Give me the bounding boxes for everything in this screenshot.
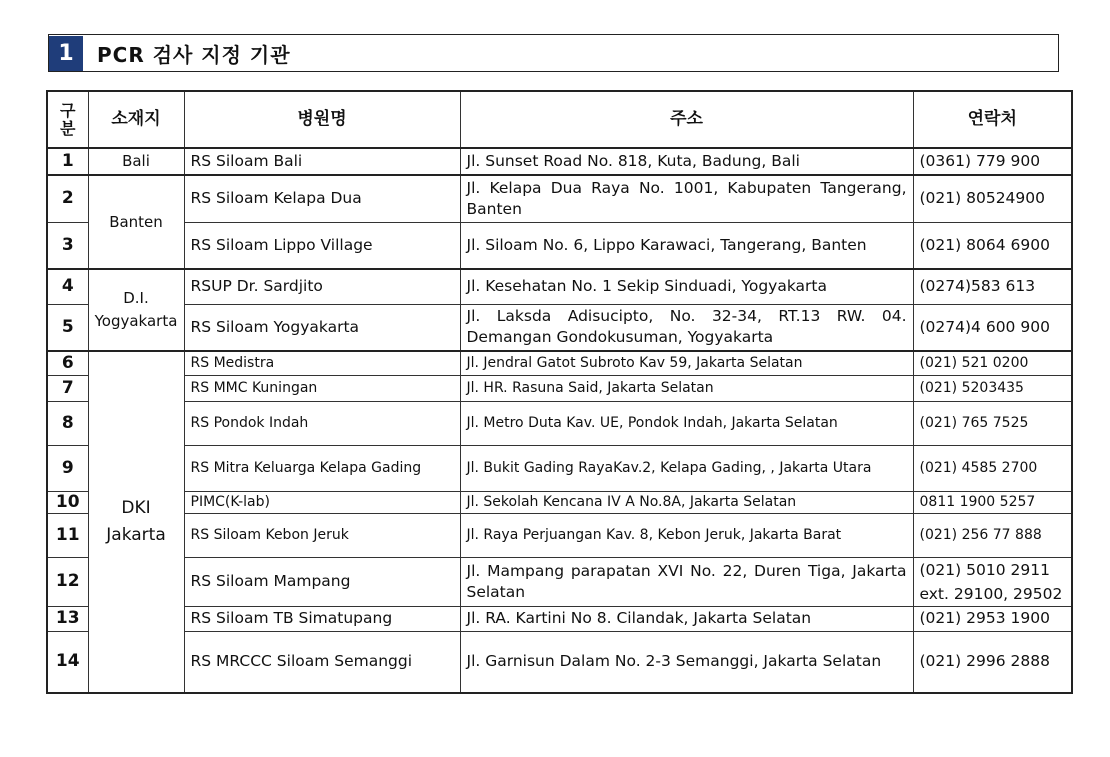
header-address: 주소 [460,91,913,148]
hospital-name: RS Siloam TB Simatupang [184,606,460,631]
row-number: 4 [47,269,88,304]
header-hospital: 병원명 [184,91,460,148]
header-location: 소재지 [88,91,184,148]
table-row [47,175,1072,222]
contact: (021) 8064 6900 [913,222,1072,269]
row-number: 12 [47,557,88,606]
table-row [47,445,1072,491]
hospital-name: RS MRCCC Siloam Semanggi [184,631,460,693]
table-row [47,491,1072,513]
row-number: 9 [47,445,88,491]
row-number: 5 [47,304,88,351]
hospital-name: RSUP Dr. Sardjito [184,269,460,304]
hospital-name: RS Siloam Mampang [184,557,460,606]
header-gubun: 구 분 [47,91,88,148]
section-title-box [48,34,1059,72]
address: Jl. Garnisun Dalam No. 2-3 Semanggi, Jakarta Selatan [460,631,913,693]
row-number: 1 [47,148,88,175]
address: Jl. Jendral Gatot Subroto Kav 59, Jakarta Selatan [460,351,913,375]
row-number: 8 [47,401,88,445]
row-number: 13 [47,606,88,631]
row-number: 7 [47,375,88,401]
row-number: 10 [47,491,88,513]
row-number: 14 [47,631,88,693]
row-number: 3 [47,222,88,269]
hospital-name: RS Siloam Yogyakarta [184,304,460,351]
table-row [47,401,1072,445]
region-dki-jakarta: DKI Jakarta [88,351,184,693]
contact: (021) 5203435 [913,375,1072,401]
hospital-name: RS Siloam Lippo Village [184,222,460,269]
header-contact: 연락처 [913,91,1072,148]
table-row [47,557,1072,606]
table-header-row [47,91,1072,148]
contact: (021) 765 7525 [913,401,1072,445]
contact: (021) 5010 2911 ext. 29100, 29502 [913,557,1072,606]
table-row [47,148,1072,175]
table-row [47,222,1072,269]
table-row [47,631,1072,693]
section-title: PCR 검사 지정 기관 [97,42,291,67]
contact: 0811 1900 5257 [913,491,1072,513]
address: Jl. Kesehatan No. 1 Sekip Sinduadi, Yogyakarta [460,269,913,304]
region-banten: Banten [88,175,184,269]
table-row [47,375,1072,401]
address: Jl. Sunset Road No. 818, Kuta, Badung, Bali [460,148,913,175]
address: Jl. Raya Perjuangan Kav. 8, Kebon Jeruk, Jakarta Barat [460,513,913,557]
region-yogyakarta: D.I. Yogyakarta [88,269,184,351]
region-bali: Bali [88,148,184,175]
address: Jl. Laksda Adisucipto, No. 32-34, RT.13 RW. 04. Demangan Gondokusuman, Yogyakarta [460,304,913,351]
address: Jl. Bukit Gading RayaKav.2, Kelapa Gading, , Jakarta Utara [460,445,913,491]
row-number: 2 [47,175,88,222]
address: Jl. Siloam No. 6, Lippo Karawaci, Tangerang, Banten [460,222,913,269]
contact: (0274)4 600 900 [913,304,1072,351]
contact: (021) 256 77 888 [913,513,1072,557]
section-number: 1 [49,36,83,71]
row-number: 6 [47,351,88,375]
contact: (0274)583 613 [913,269,1072,304]
contact: (021) 521 0200 [913,351,1072,375]
table-row [47,606,1072,631]
address: Jl. Metro Duta Kav. UE, Pondok Indah, Jakarta Selatan [460,401,913,445]
table-row [47,269,1072,304]
row-number: 11 [47,513,88,557]
address: Jl. Kelapa Dua Raya No. 1001, Kabupaten Tangerang, Banten [460,175,913,222]
hospital-name: RS Mitra Keluarga Kelapa Gading [184,445,460,491]
contact: (021) 2953 1900 [913,606,1072,631]
contact: (021) 4585 2700 [913,445,1072,491]
pcr-institution-table [46,90,1073,694]
contact: (021) 2996 2888 [913,631,1072,693]
hospital-name: RS Pondok Indah [184,401,460,445]
table-row [47,513,1072,557]
hospital-name: RS Medistra [184,351,460,375]
address: Jl. RA. Kartini No 8. Cilandak, Jakarta Selatan [460,606,913,631]
hospital-name: RS MMC Kuningan [184,375,460,401]
hospital-name: RS Siloam Kelapa Dua [184,175,460,222]
address: Jl. HR. Rasuna Said, Jakarta Selatan [460,375,913,401]
address: Jl. Sekolah Kencana IV A No.8A, Jakarta Selatan [460,491,913,513]
hospital-name: RS Siloam Bali [184,148,460,175]
hospital-name: RS Siloam Kebon Jeruk [184,513,460,557]
table-row [47,304,1072,351]
contact: (0361) 779 900 [913,148,1072,175]
address: Jl. Mampang parapatan XVI No. 22, Duren Tiga, Jakarta Selatan [460,557,913,606]
contact: (021) 80524900 [913,175,1072,222]
table-row [47,351,1072,375]
hospital-name: PIMC(K-lab) [184,491,460,513]
